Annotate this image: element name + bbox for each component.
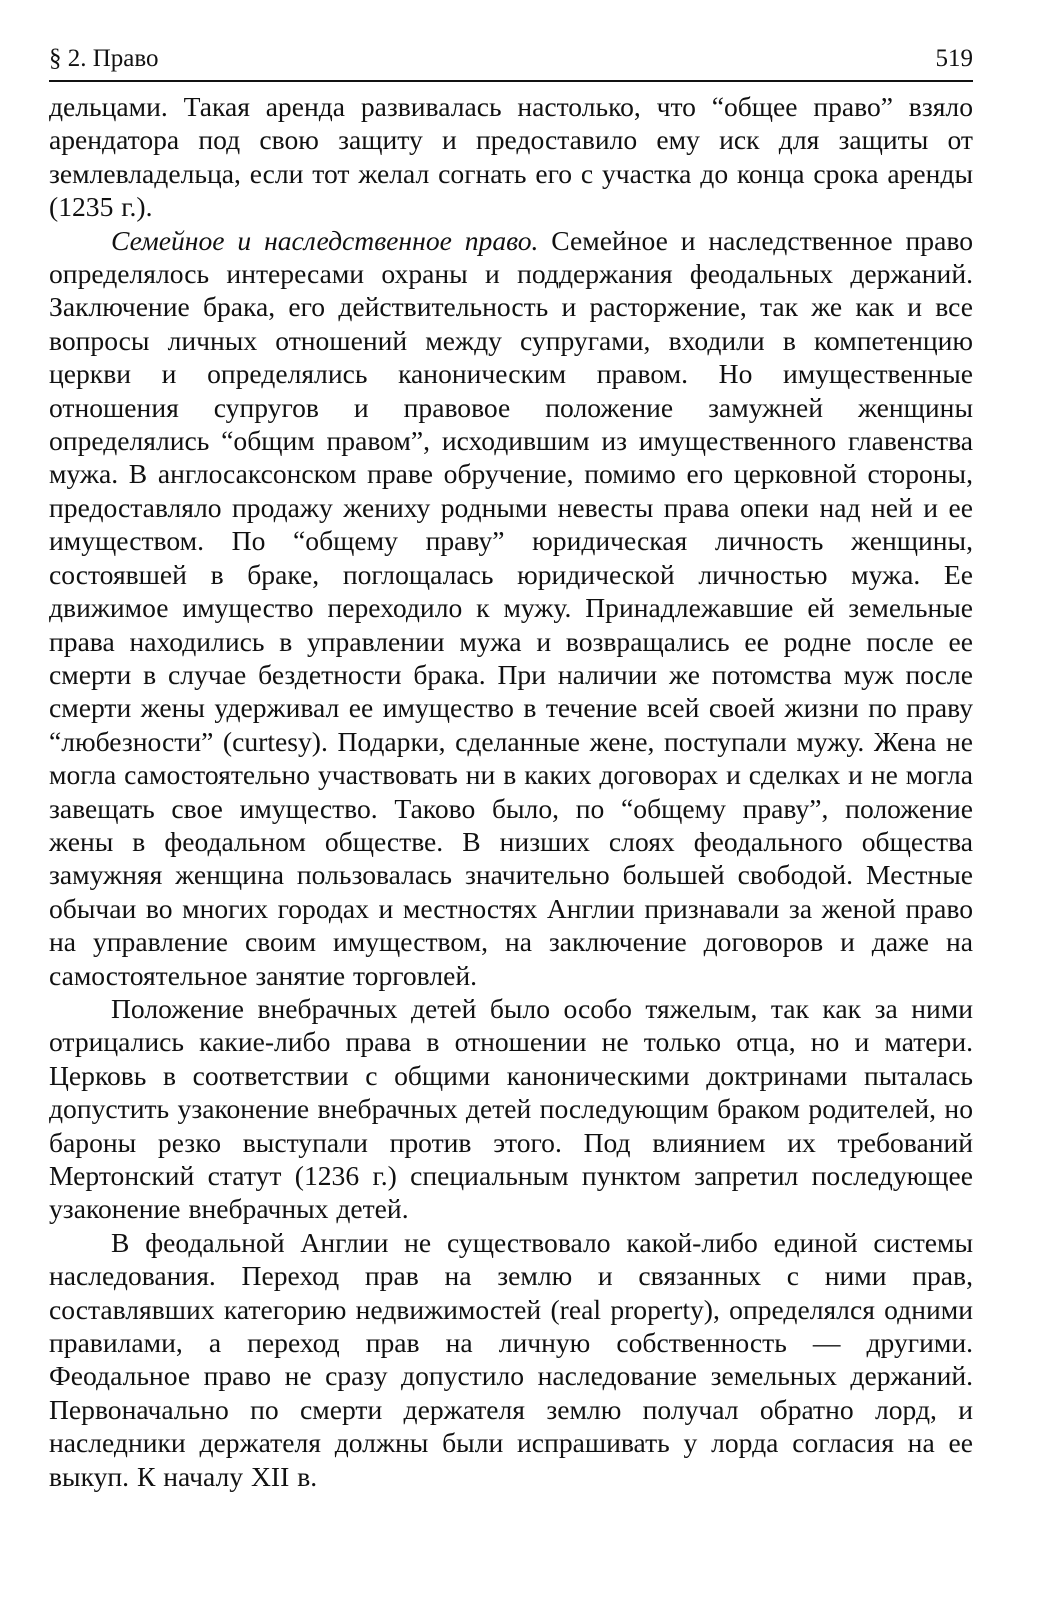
paragraph-3 (49, 992, 973, 1226)
paragraph-4-text: В феодальной Англии не существовало какой-либо единой системы наследования. Переход прав на землю и связанных с ними прав, составлявших категорию недвижимостей (real property), определялся одними правилами, а переход прав на личную собственность — другими. Феодальное право не сразу допустило наследование земельных держаний. Первоначально по смерти держателя землю получал обратно лорд, и наследники держателя должны были испрашивать у лорда согласия на ее выкуп. К началу XII в. (49, 1226, 973, 1492)
body-text (49, 90, 973, 1493)
paragraph-2-heading: Семейное и наследственное право. (111, 224, 539, 256)
paragraph-2-text: Семейное и наследственное право определялось интересами охраны и поддержания феодальных держаний. Заключение брака, его действительность и расторжение, так же как и все вопросы личных отношений между супругами, входили в компетенцию церкви и определялись каноническим правом. Но имущественные отношения супругов и правовое положение замужней женщины определялись “общим правом”, исходившим из имущественного главенства мужа. В англосаксонском праве обручение, помимо его церковной стороны, предоставляло продажу жениху родными невесты права опеки над ней и ее имуществом. По “общему праву” юридическая личность женщины, состоявшей в браке, поглощалась юридической личностью мужа. Ее движимое имущество переходило к мужу. Принадлежавшие ей земельные права находились в управлении мужа и возвращались ее родне после ее смерти в случае бездетности брака. При наличии же потомства муж после смерти жены удерживал ее имущество в течение всей своей жизни по праву “любезности” (curtesy). Подарки, сделанные жене, поступали мужу. Жена не могла самостоятельно участвовать ни в каких договорах и сделках и не могла завещать свое имущество. Таково было, по “общему праву”, положение жены в феодальном обществе. В низших слоях феодального общества замужняя женщина пользовалась значительно большей свободой. Местные обычаи во многих городах и местностях Англии признавали за женой право на управление своим имуществом, на заключение договоров и даже на самостоятельное занятие торговлей. (49, 224, 973, 991)
running-head (49, 44, 973, 82)
paragraph-4 (49, 1226, 973, 1493)
paragraph-2 (49, 224, 973, 992)
paragraph-1-text: дельцами. Такая аренда развивалась настолько, что “общее право” взяло арендатора под свою защиту и предоставило ему иск для защиты от землевладельца, если тот желал согнать его с участка до конца срока аренды (1235 г.). (49, 91, 973, 223)
paragraph-3-text: Положение внебрачных детей было особо тяжелым, так как за ними отрицались какие-либо права в отношении не только отца, но и матери. Церковь в соответствии с общими каноническими доктринами пыталась допустить узаконение внебрачных детей последующим браком родителей, но бароны резко выступали против этого. Под влиянием их требований Мертонский статут (1236 г.) специальным пунктом запретил последующее узаконение внебрачных детей. (49, 992, 973, 1225)
paragraph-1 (49, 90, 973, 224)
section-title: § 2. Право (49, 45, 159, 72)
page-number: 519 (935, 45, 973, 72)
